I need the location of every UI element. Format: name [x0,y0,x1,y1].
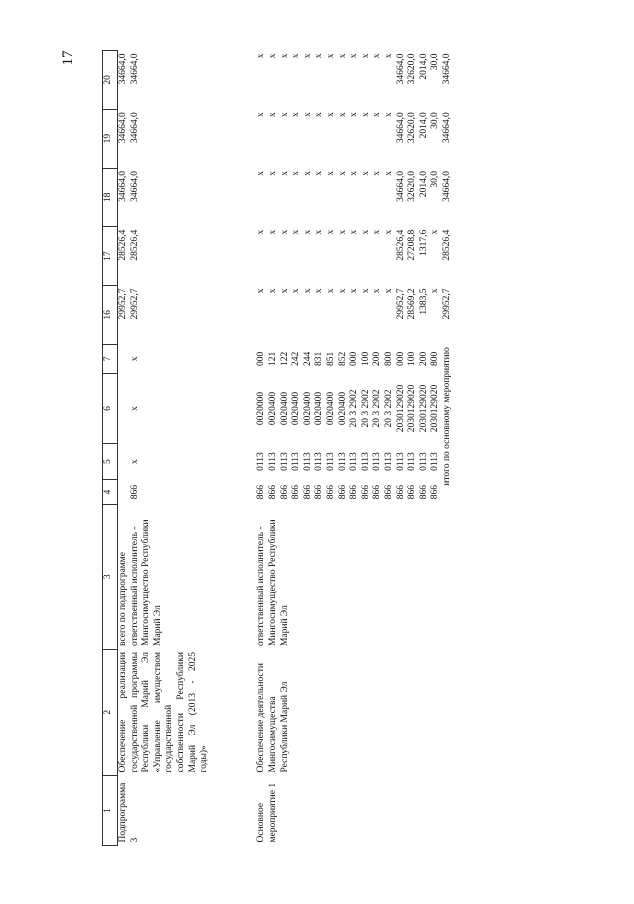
table-cell: x [302,288,313,294]
table-cell: 2030129020 [418,384,429,433]
table-cell: 0113 [256,452,267,471]
table-cell: 866 [430,484,441,500]
table-cell: x [337,53,348,59]
table-cell: 2014,0 [418,53,429,80]
table-cell: x [129,459,140,464]
budget-table-sheet [102,50,558,846]
table-cell: 2030129020 [395,384,406,433]
table-cell: 866 [291,484,302,500]
table-cell: 0113 [337,452,348,471]
table-cell: 29952,7 [129,288,140,320]
table-cell: 000 [395,351,406,366]
table-cell: x [291,171,302,176]
table-cell: x [372,288,383,294]
table-cell: 100 [407,351,418,366]
table-cell: 34664,0 [129,112,140,144]
table-cell: 1383,5 [418,288,429,315]
table-row [256,51,268,846]
table-cell: 866 [325,484,336,500]
table-cell: 800 [430,351,441,366]
table-cell: x [314,229,325,235]
table-cell: x [302,229,313,235]
table-cell: x [256,53,267,59]
table-cell: 2014,0 [418,112,429,139]
table-cell: 32620,0 [407,171,418,202]
table-cell: 000 [349,351,360,366]
table-cell: x [267,112,278,118]
table-cell: 0113 [383,452,394,471]
table-cell: 0113 [372,452,383,471]
table-cell: x [302,171,313,176]
table-cell: x [383,53,394,59]
subprogram-label: Подпрограмма 3 [118,782,140,843]
table-cell: 866 [395,484,406,500]
table-cell: x [291,288,302,294]
column-header: 16 [103,285,118,344]
column-number-row [103,51,118,846]
table-cell: 30,0 [430,112,441,129]
table-cell: 866 [337,484,348,500]
table-cell: x [302,53,313,59]
table-cell: x [267,53,278,59]
table-cell: 2030129020 [407,384,418,433]
table-cell: x [360,112,371,118]
table-cell: 0113 [291,452,302,471]
table-cell: x [256,171,267,176]
activity-rows [256,51,453,846]
activity-name: Обеспечение деятельности Мингосимущества Республики Марий Эл [256,663,290,773]
table-cell: 831 [314,351,325,366]
table-cell: 34664,0 [441,112,452,144]
budget-table [102,50,453,846]
table-cell: 34664,0 [129,171,140,202]
table-cell: 34664,0 [118,53,128,85]
table-cell: x [383,288,394,294]
table-cell: x [325,171,336,176]
table-cell: x [383,229,394,235]
table-cell: 34664,0 [395,112,406,144]
table-cell: x [360,171,371,176]
column-header: 19 [103,109,118,168]
table-cell: 34664,0 [395,53,406,85]
table-cell: 0113 [395,452,406,471]
table-cell: 0113 [314,452,325,471]
table-cell: x [372,229,383,235]
table-cell: 27208,8 [407,229,418,261]
table-cell: x [314,53,325,59]
column-header: 6 [103,374,118,444]
table-cell: x [314,171,325,176]
table-cell: 866 [302,484,313,500]
subprogram-total-label: всего по подпрограмме [118,551,128,647]
table-cell: 200 [418,351,429,366]
table-cell: 0113 [302,452,313,471]
table-cell: 28526,4 [441,229,452,261]
table-cell: 121 [267,351,278,366]
table-cell: x [337,229,348,235]
column-header: 3 [103,505,118,650]
column-header: 7 [103,344,118,373]
table-cell: x [256,229,267,235]
table-cell: 34664,0 [118,112,128,144]
table-cell: x [372,171,383,176]
subprogram-total-row [118,51,130,846]
activity-total-label: итого по основному мероприятию [441,347,452,486]
table-cell: x [372,53,383,59]
subprogram-name: Обеспечение реализации государственной программы Республики Марий Эл «Управление имуществом государственной собственности Республики Марий Эл (2013 - 2025 годы)» [118,652,210,773]
table-cell: x [349,171,360,176]
table-cell: 0113 [279,452,290,471]
table-cell: 28526,4 [129,229,140,261]
table-cell: x [360,288,371,294]
table-cell: 800 [383,351,394,366]
table-cell: 34664,0 [395,171,406,202]
table-cell: 866 [314,484,325,500]
table-cell: 866 [349,484,360,500]
activity-executor: ответственный исполнитель - Мингосимущество Республики Марий Эл [256,519,290,647]
table-cell: x [430,288,441,294]
table-cell: x [325,288,336,294]
table-cell: 0020400 [267,391,278,426]
table-cell: x [279,112,290,118]
table-cell: 0113 [267,452,278,471]
table-cell: x [360,53,371,59]
table-cell: 244 [302,351,313,366]
table-cell: 28526,4 [395,229,406,261]
table-cell: 866 [418,484,429,500]
table-cell: 29952,7 [395,288,406,320]
table-cell: 34664,0 [441,171,452,202]
table-cell: x [267,288,278,294]
table-cell: 866 [360,484,371,500]
table-cell: 200 [372,351,383,366]
table-cell: 000 [256,351,267,366]
column-header: 20 [103,51,118,110]
table-cell: x [372,112,383,118]
table-cell: x [360,229,371,235]
table-cell: 20 3 2902 [349,389,360,428]
table-cell: x [337,112,348,118]
table-cell: 0020400 [279,391,290,426]
table-cell: 2014,0 [418,171,429,198]
table-cell: x [267,229,278,235]
table-cell: 28526,4 [118,229,128,261]
table-cell: x [314,112,325,118]
table-cell: 866 [383,484,394,500]
table-cell: 100 [360,351,371,366]
table-cell: 851 [325,351,336,366]
table-cell: x [325,229,336,235]
table-cell: 0020400 [325,391,336,426]
table-cell: x [349,229,360,235]
table-cell: x [337,171,348,176]
table-cell: 30,0 [430,171,441,188]
table-cell: x [337,288,348,294]
table-cell: 20 3 2902 [360,389,371,428]
table-cell: 34664,0 [441,53,452,85]
column-header: 5 [103,444,118,480]
table-cell: x [279,53,290,59]
table-cell: 866 [256,484,267,500]
table-cell: 30,0 [430,53,441,71]
table-cell: x [314,288,325,294]
table-cell: 0020400 [291,391,302,426]
table-cell: 0113 [407,452,418,471]
table-cell: 0020000 [256,391,267,426]
table-cell: 0113 [418,452,429,471]
table-cell: x [349,112,360,118]
table-cell: x [267,171,278,176]
column-header: 2 [103,649,118,775]
table-cell: 242 [291,351,302,366]
table-cell: x [291,112,302,118]
table-cell: 34664,0 [118,171,128,202]
table-cell: 1317,6 [418,229,429,256]
table-cell: 0113 [349,452,360,471]
table-cell: 866 [372,484,383,500]
table-cell: 0020400 [337,391,348,426]
table-cell: 20 3 2902 [383,389,394,428]
table-cell: 29952,7 [118,288,128,320]
subprogram-executor: ответственный исполнитель - Мингосимущество Республики Марий Эл [129,519,163,647]
table-cell: 2030129020 [430,384,441,433]
table-cell: 28569,2 [407,288,418,320]
table-cell: x [383,112,394,118]
table-cell: x [430,229,441,235]
table-cell: 32620,0 [407,112,418,144]
table-cell: 866 [267,484,278,500]
table-cell: 852 [337,351,348,366]
activity-label: Основное мероприятие 1 [256,782,278,843]
table-cell: 122 [279,351,290,366]
table-cell: 866 [407,484,418,500]
table-cell: 866 [279,484,290,500]
table-cell: x [291,229,302,235]
table-cell: 0113 [360,452,371,471]
column-header: 4 [103,480,118,505]
table-cell: x [349,288,360,294]
table-cell: 0113 [325,452,336,471]
table-cell: 866 [129,484,140,500]
page-number: 17 [60,50,76,66]
table-cell: x [129,406,140,411]
table-cell: x [279,171,290,176]
column-header: 1 [103,776,118,846]
table-cell: 0113 [430,452,441,471]
table-cell: 32620,0 [407,53,418,85]
table-cell: x [256,112,267,118]
table-cell: x [279,288,290,294]
table-cell: x [291,53,302,59]
table-cell: x [302,112,313,118]
table-cell: x [349,53,360,59]
column-header: 18 [103,168,118,227]
table-cell: x [129,356,140,362]
table-cell: x [325,112,336,118]
table-cell: 34664,0 [129,53,140,85]
table-cell: 20 3 2902 [372,389,383,428]
table-cell: x [383,171,394,176]
table-cell: 0020400 [314,391,325,426]
table-cell: x [325,53,336,59]
table-cell: x [279,229,290,235]
column-header: 17 [103,227,118,286]
table-cell: 29952,7 [441,288,452,320]
table-cell: 0020400 [302,391,313,426]
table-cell: x [256,288,267,294]
